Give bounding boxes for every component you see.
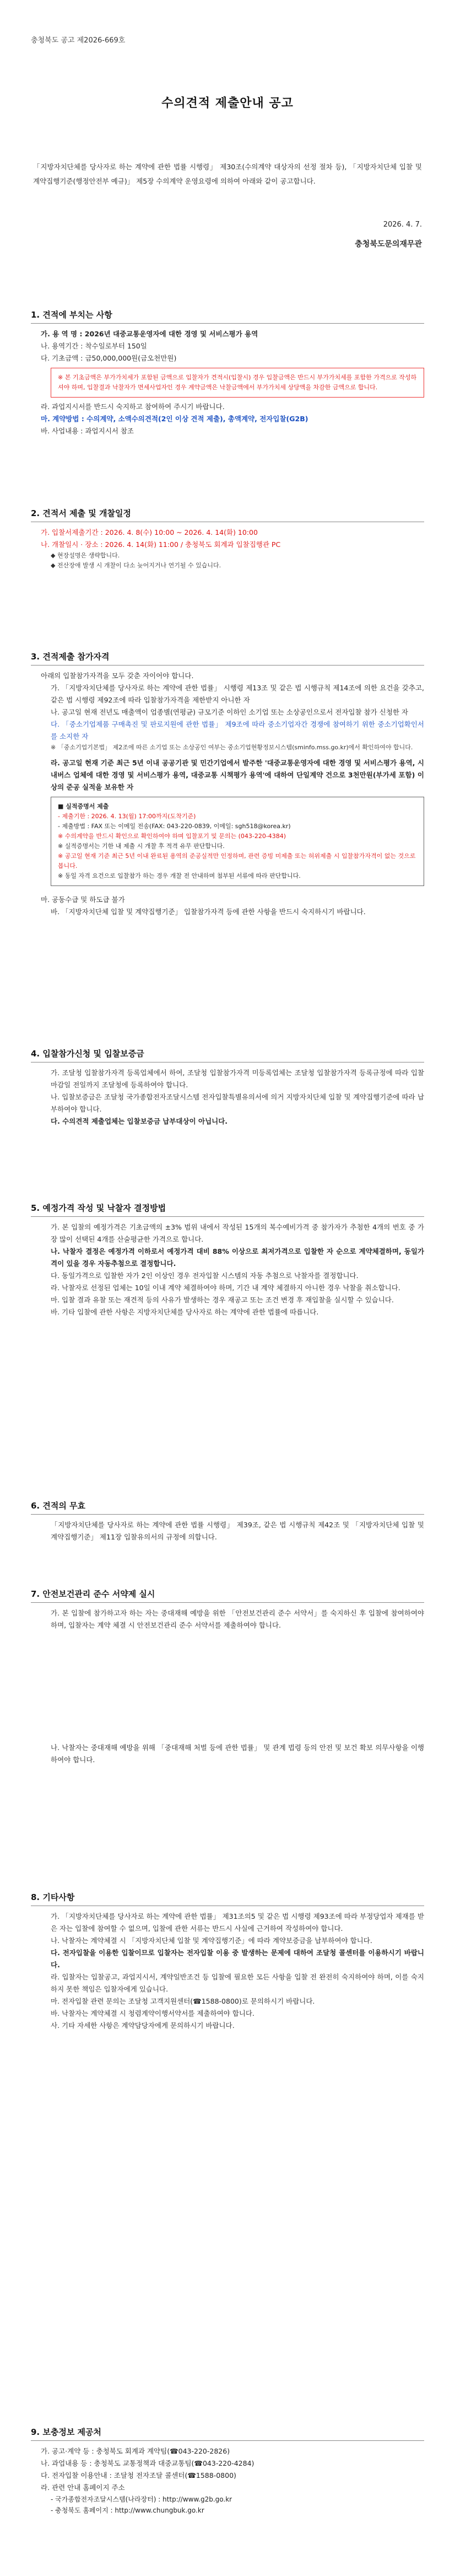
- list-item: 마. 입찰 결과 유찰 또는 재견적 등의 사유가 발생하는 경우 재공고 또는 조건 변경 후 재입찰을 실시할 수 있습니다.: [51, 1296, 394, 1304]
- list-item: 라. 과업지시서를 반드시 숙지하고 참여하여 주시기 바랍니다.: [41, 402, 225, 411]
- link-text[interactable]: - 국가종합전자조달시스템(나라장터) : http://www.g2b.go.kr: [51, 2496, 232, 2503]
- info-box-line: ※ 수의계약을 반드시 확인으로 확인하여야 하며 입찰포기 및 문의는 (043-220-4384): [58, 833, 286, 840]
- section-title: 3. 견적제출 참가자격: [31, 651, 424, 666]
- info-box-line: ■ 실적증명서 제출: [58, 803, 109, 810]
- list-item: 가. 「지방자치단체를 당사자로 하는 계약에 관한 법률」 제31조의5 및 같은 법 시행령 제93조에 따라 부정당업자 제재를 받은 자는 입찰에 참여할 수 없으며, 입찰에 관한 서류는 반드시 사실에 근거하여 작성하여야 합니다.: [51, 1912, 424, 1933]
- list-item: 다. 수의견적 제출업체는 입찰보증금 납부대상이 아닙니다.: [51, 1117, 228, 1125]
- list-item: 라. 공고일 현재 기준 최근 5년 이내 공공기관 및 민간기업에서 발주한 '대중교통운영자에 대한 경영 및 서비스평가 용역, 시내버스 업체에 대한 경영 및 서비스평가 용역, 대중교통 시책평가 용역'에 대하여 단일계약 건으로 3천만원(부가세 포함) 이상의 준공 실적을 보유한 자: [51, 759, 424, 791]
- issuer: 충청북도문의재무관: [355, 240, 422, 249]
- section-title: 8. 기타사항: [31, 1891, 424, 1906]
- info-box-line: ※ 실적증명서는 기한 내 제출 시 개찰 후 적격 유무 판단합니다.: [58, 842, 225, 850]
- list-item: 마. 전자입찰 관련 문의는 조달청 고객지원센터(☎1588-0800)로 문의하시기 바랍니다.: [51, 1997, 315, 2005]
- list-item: 바. 기타 입찰에 관한 사항은 지방자치단체를 당사자로 하는 계약에 관한 법률에 따릅니다.: [51, 1308, 319, 1316]
- section-4: [31, 1048, 424, 1128]
- list-item: 가. 본 입찰에 참가하고자 하는 자는 중대재해 예방을 위한 「안전보건관리 준수 서약서」를 숙지하신 후 입찰에 참여하여야 하며, 입찰자는 계약 체결 시 안전보건관리 준수 서약서를 제출하여야 합니다.: [51, 1609, 424, 1629]
- section-title: 6. 견적의 무효: [31, 1500, 424, 1515]
- list-item: 가. 조달청 입찰참가자격 등록업체에서 하여, 조달청 입찰참가자격 미등록업체는 조달청 입찰참가자격 등록규정에 따라 입찰마감일 전일까지 조달청에 등록하여야 합니다.: [51, 1069, 424, 1089]
- list-item: 가. 입찰서제출기간 : 2026. 4. 8(수) 10:00 ~ 2026. 4. 14(화) 10:00: [41, 528, 258, 536]
- list-item: 나. 낙찰자는 중대재해 예방을 위해 「중대재해 처벌 등에 관한 법률」 및 관계 법령 등의 안전 및 보건 확보 의무사항을 이행하여야 합니다.: [51, 1743, 424, 1764]
- page-title: 수의견적 제출안내 공고: [161, 96, 294, 110]
- section-title: 4. 입찰참가신청 및 입찰보증금: [31, 1048, 424, 1062]
- warning-box: ※ 본 기초금액은 부가가치세가 포함된 금액으로 입찰자가 견적시(입찰시) 경우 입찰금액은 반드시 부가가치세를 포함한 가격으로 작성하셔야 하며, 입찰결과 낙찰자가 면세사업자인 경우 계약금액은 낙찰금액에서 부가가치세 상당액을 차감한 금액으로 합니다.: [51, 368, 424, 398]
- list-item: 마. 공동수급 및 하도급 불가: [41, 895, 125, 904]
- note: ※ 「중소기업기본법」 제2조에 따른 소기업 또는 소상공인 여부는 중소기업현황정보시스템(sminfo.mss.go.kr)에서 확인하여야 합니다.: [51, 744, 413, 751]
- list-item: 라. 관련 안내 홈페이지 주소: [41, 2483, 125, 2492]
- info-box-line: - 제출방법 : FAX 또는 이메일 전송(FAX: 043-220-0839, 이메일: sgh518@korea.kr): [58, 823, 291, 830]
- list-item: 라. 낙찰자로 선정된 업체는 10일 이내 계약 체결하여야 하며, 기간 내 계약 체결하지 아니한 경우 낙찰을 취소합니다.: [51, 1284, 400, 1292]
- list-item: 사. 기타 자세한 사항은 계약담당자에게 문의하시기 바랍니다.: [51, 2021, 235, 2030]
- list-item: 다. 전자입찰을 이용한 입찰이므로 입찰자는 전자입찰 이용 중 발생하는 문제에 대하여 조달청 콜센터를 이용하시기 바랍니다.: [51, 1949, 424, 1969]
- list-item: 나. 과업내용 등 : 충청북도 교통정책과 대중교통팀(☎043-220-4284): [41, 2459, 254, 2467]
- link-text[interactable]: - 충청북도 홈페이지 : http://www.chungbuk.go.kr: [51, 2507, 204, 2514]
- list-item: 가. 본 입찰의 예정가격은 기초금액의 ±3% 범위 내에서 작성된 15개의 복수예비가격 중 참가자가 추첨한 4개의 번호 중 가장 많이 선택된 4개를 산술평균한 가격으로 합니다.: [51, 1223, 424, 1243]
- list-item: 나. 공고일 현재 전년도 매출액이 업종별(연평균) 규모기준 이하인 소기업 또는 소상공인으로서 전자입찰 참가 신청한 자: [51, 708, 408, 716]
- section-title: 5. 예정가격 작성 및 낙찰자 결정방법: [31, 1202, 424, 1217]
- section-2: [31, 507, 424, 571]
- section-title: 2. 견적서 제출 및 개찰일정: [31, 507, 424, 522]
- list-item: 마. 계약방법 : 수의계약, 소액수의견적(2인 이상 견적 제출), 총액계약, 전자입찰(G2B): [41, 415, 308, 423]
- list-item: 나. 용역기간 : 착수일로부터 150일: [41, 342, 147, 350]
- section-text: 「지방자치단체를 당사자로 하는 계약에 관한 법률 시행령」 제39조, 같은 법 시행규칙 제42조 및 「지방자치단체 입찰 및 계약집행기준」 제11장 입찰유의서의 규정에 의합니다.: [51, 1521, 424, 1541]
- section-9: [31, 2426, 424, 2516]
- info-box-line: ※ 동일 자격 요건으로 입찰참가 하는 경우 개찰 전 안내하며 첨부된 서류에 따라 판단합니다.: [58, 872, 301, 879]
- list-item: 가. 공고·계약 등 : 충청북도 회계과 계약팀(☎043-220-2826): [41, 2447, 230, 2455]
- list-item: 바. 낙찰자는 계약체결 시 청렴계약이행서약서를 제출하여야 합니다.: [51, 2009, 254, 2017]
- note: ◆ 전산장애 발생 시 개찰이 다소 늦어지거나 연기될 수 있습니다.: [51, 562, 221, 569]
- list-item: 나. 낙찰자는 계약체결 시 「지방자치단체 입찰 및 계약집행기준」에 따라 계약보증금을 납부하여야 합니다.: [51, 1936, 372, 1945]
- list-item: 나. 낙찰자 결정은 예정가격 이하로서 예정가격 대비 88% 이상으로 최저가격으로 입찰한 자 순으로 계약체결하며, 동일가격이 있을 경우 자동추첨으로 결정합니다.: [51, 1247, 424, 1268]
- list-item: 바. 사업내용 : 과업지시서 참조: [41, 427, 134, 435]
- notice-number: 충청북도 공고 제2026-669호: [31, 36, 126, 45]
- info-box-line: ※ 공고일 현재 기준 최근 5년 이내 완료된 용역의 준공실적만 인정하며, 관련 증빙 미제출 또는 허위제출 시 입찰참가자격이 없는 것으로 봅니다.: [58, 852, 416, 870]
- info-box: [51, 797, 424, 886]
- list-item: 다. 「중소기업제품 구매촉진 및 판로지원에 관한 법률」 제9조에 따라 중소기업자간 경쟁에 참여하기 위한 중소기업확인서를 소지한 자: [51, 720, 424, 740]
- section-7: [31, 1588, 424, 1766]
- list-item: 가. 용 역 명 : 2026년 대중교통운영자에 대한 경영 및 서비스평가 용역: [41, 330, 258, 338]
- section-1: [31, 309, 424, 437]
- list-item: 다. 동일가격으로 입찰한 자가 2인 이상인 경우 전자입찰 시스템의 자동 추첨으로 낙찰자를 결정합니다.: [51, 1271, 359, 1280]
- notice-date: 2026. 4. 7.: [383, 221, 422, 229]
- list-item: 나. 개찰일시 · 장소 : 2026. 4. 14(화) 11:00 / 충청북도 회계과 입찰집행관 PC: [41, 540, 281, 549]
- list-item: 가. 「지방자치단체를 당사자로 하는 계약에 관한 법률」 시행령 제13조 및 같은 법 시행규칙 제14조에 의한 요건을 갖추고, 같은 법 시행령 제92조에 따라 입찰참가자격을 제한받지 아니한 자: [51, 684, 424, 704]
- section-8: [31, 1891, 424, 2032]
- section-5: [31, 1202, 424, 1318]
- list-item: 바. 「지방자치단체 입찰 및 계약집행기준」 입찰참가자격 등에 관한 사항을 반드시 숙지하시기 바랍니다.: [51, 908, 366, 916]
- note: ◆ 현장설명은 생략합니다.: [51, 552, 120, 559]
- section-3: [31, 651, 424, 918]
- intro-paragraph: 「지방자치단체를 당사자로 하는 계약에 관한 법률 시행령」 제30조(수의계약 대상자의 선정 절차 등), 「지방자치단체 입찰 및 계약집행기준(행정안전부 예규)」 제5장 수의계약 운영요령에 의하여 아래와 같이 공고합니다.: [33, 163, 422, 185]
- lead-text: 아래의 입찰참가자격을 모두 갖춘 자이어야 합니다.: [41, 672, 194, 680]
- section-6: [31, 1500, 424, 1543]
- section-title: 1. 견적에 부치는 사항: [31, 309, 424, 324]
- list-item: 다. 전자입찰 이용안내 : 조달청 전자조달 콜센터(☎1588-0800): [41, 2471, 236, 2480]
- list-item: 라. 입찰자는 입찰공고, 과업지시서, 계약일반조건 등 입찰에 필요한 모든 사항을 입찰 전 완전히 숙지하여야 하며, 이를 숙지하지 못한 책임은 입찰자에게 있습니다.: [51, 1973, 424, 1993]
- info-box-line: - 제출기한 : 2026. 4. 13(월) 17:00까지(도착기준): [58, 813, 196, 820]
- section-title: 9. 보충정보 제공처: [31, 2426, 424, 2441]
- list-item: 다. 기초금액 : 금50,000,000원(금오천만원): [41, 354, 177, 362]
- section-title: 7. 안전보건관리 준수 서약제 실시: [31, 1588, 424, 1603]
- list-item: 나. 입찰보증금은 조달청 국가종합전자조달시스템 전자입찰특별유의서에 의거 지방자치단체 입찰 및 계약집행기준에 따라 납부하여야 합니다.: [51, 1093, 424, 1113]
